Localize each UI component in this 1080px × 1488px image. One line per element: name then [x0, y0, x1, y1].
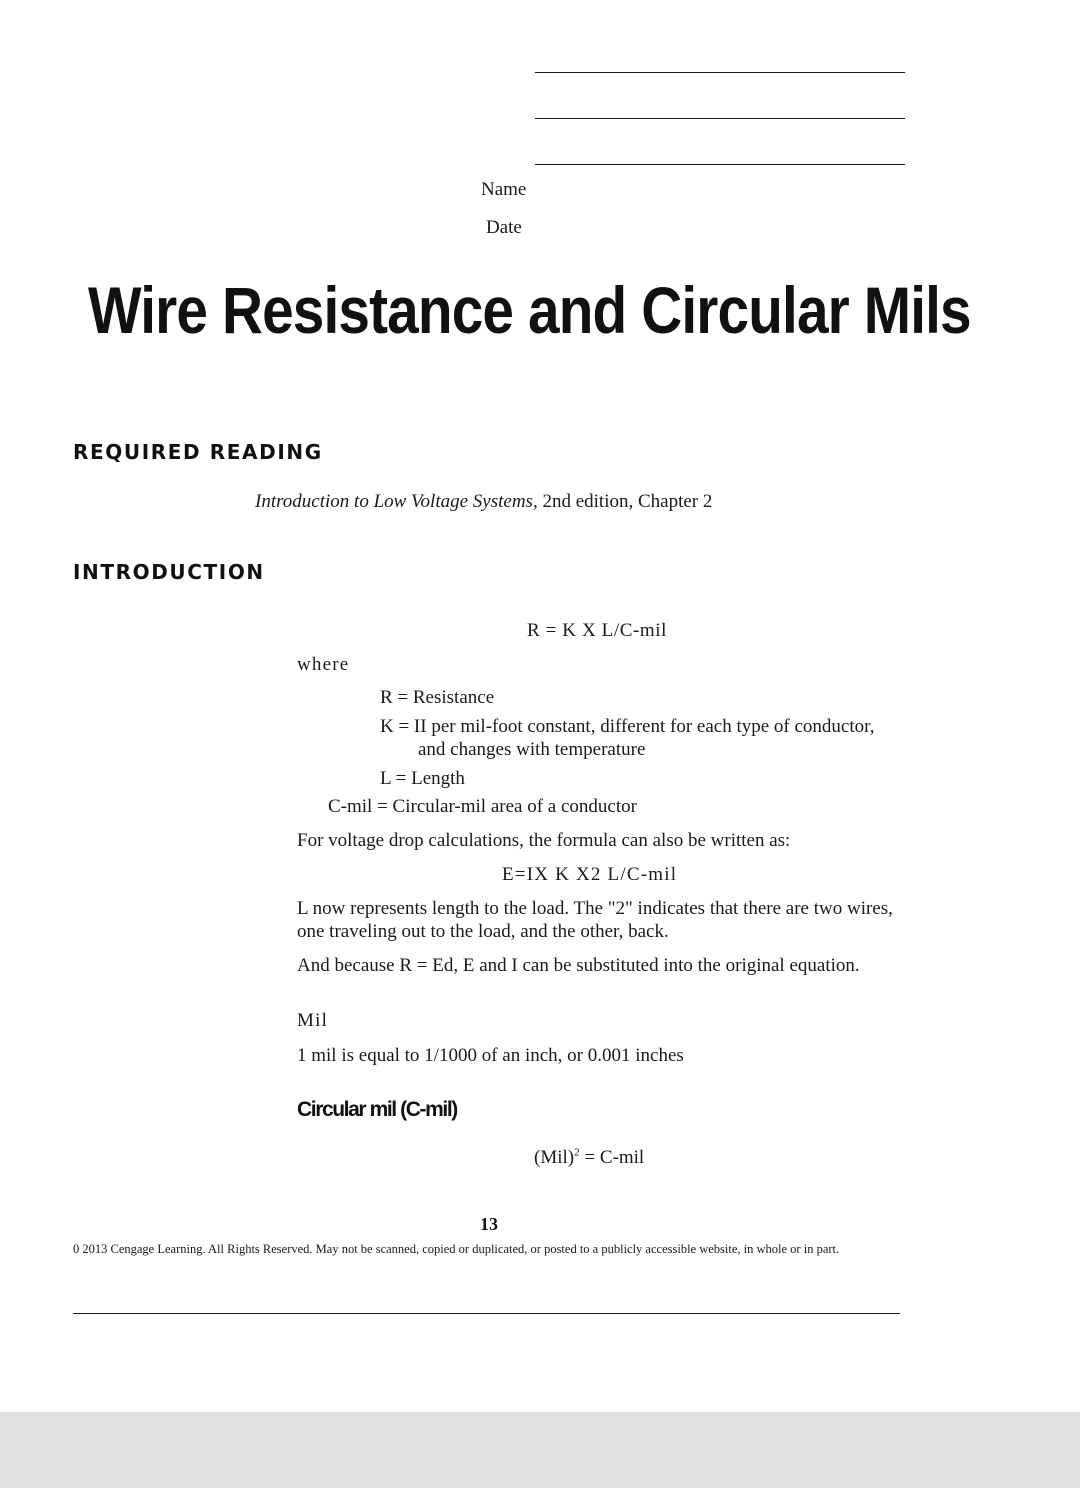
page-title: Wire Resistance and Circular Mils [88, 273, 971, 347]
resistance-formula: R = K X L/C-mil [527, 620, 668, 641]
definition-cmil: C-mil = Circular-mil area of a conductor [328, 796, 637, 817]
where-label: where [297, 654, 350, 675]
voltage-drop-formula: E=IX K X2 L/C-mil [502, 864, 678, 885]
mil-definition: 1 mil is equal to 1/1000 of an inch, or 0.001 inches [297, 1045, 684, 1066]
book-title: Introduction to Low Voltage Systems, [255, 491, 538, 512]
definition-constant-cont: and changes with temperature [418, 739, 646, 760]
date-label: Date [486, 217, 522, 238]
length-explanation-line1: L now represents length to the load. The "2" indicates that there are two wires, [297, 898, 893, 919]
circular-mil-formula [534, 1146, 644, 1169]
copyright-notice: 0 2013 Cengage Learning. All Rights Reserved. May not be scanned, copied or duplicated, or posted to a publicly accessible website, in whole or in part. [73, 1242, 840, 1256]
book-edition: 2nd edition, Chapter 2 [537, 491, 713, 512]
required-reading-reference [255, 490, 712, 513]
viewer-bottom-bar [0, 1412, 1080, 1488]
required-reading-heading: REQUIRED READING [73, 440, 323, 464]
definition-constant: K = II per mil-foot constant, different for each type of conductor, [380, 716, 875, 737]
introduction-heading: INTRODUCTION [73, 560, 265, 584]
formula-exponent: 2 [574, 1146, 580, 1159]
header-line-3 [535, 164, 905, 165]
voltage-drop-text: For voltage drop calculations, the formula can also be written as: [297, 830, 791, 851]
formula-rest: = C-mil [579, 1147, 645, 1168]
header-line-2 [535, 118, 905, 119]
footer-rule [73, 1313, 900, 1314]
substitution-text: And because R = Ed, E and I can be substituted into the original equation. [297, 955, 860, 976]
name-label: Name [481, 179, 527, 200]
formula-base: (Mil) [534, 1147, 575, 1168]
page-number: 13 [480, 1214, 498, 1234]
length-explanation-line2: one traveling out to the load, and the other, back. [297, 921, 669, 942]
mil-heading: Mil [297, 1010, 329, 1031]
header-line-1 [535, 72, 905, 73]
definition-length: L = Length [380, 768, 465, 789]
definition-resistance: R = Resistance [380, 687, 495, 708]
circular-mil-heading: Circular mil (C-mil) [297, 1098, 457, 1121]
